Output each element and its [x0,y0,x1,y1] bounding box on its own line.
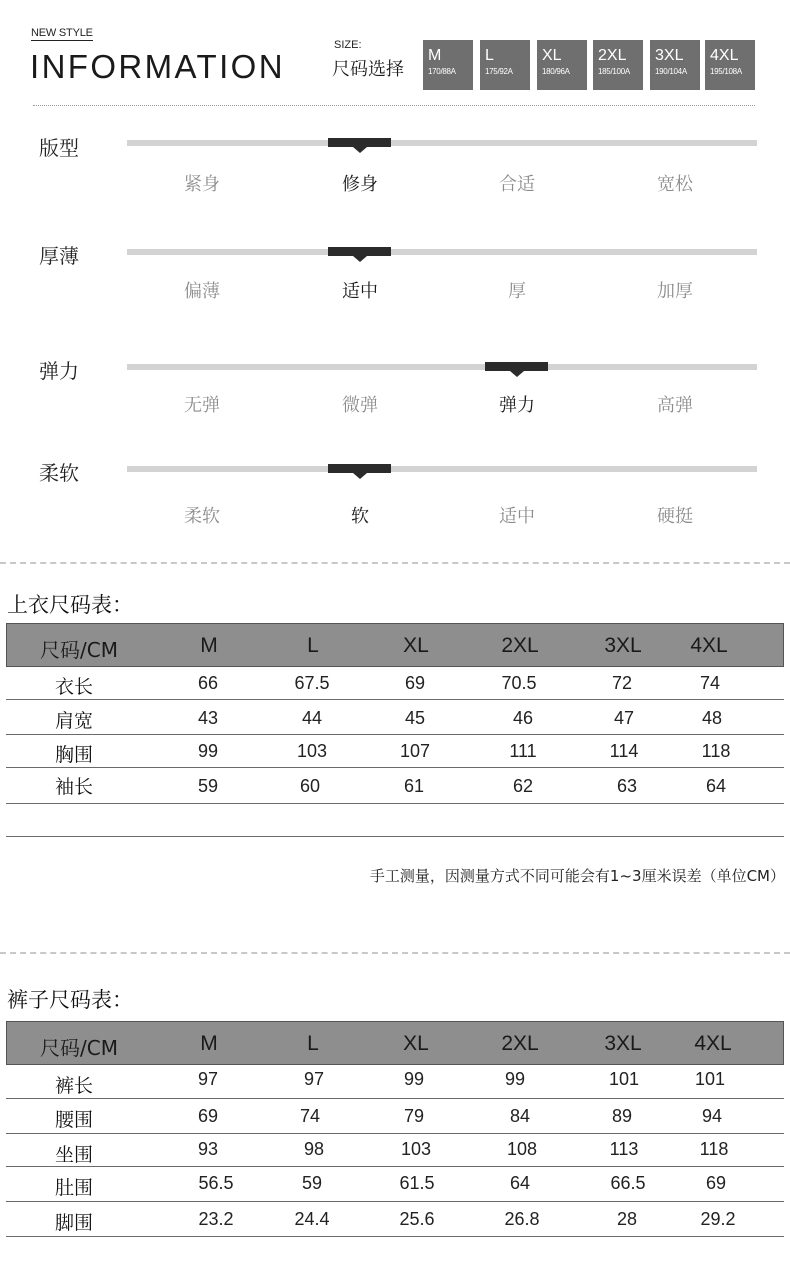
size-box-2xl [593,40,643,90]
row-label: 腰围 [54,1109,94,1131]
row-label: 胸围 [54,744,94,766]
header-cell: 尺码/CM [40,638,118,662]
header-cell: 3XL [604,634,642,657]
table-row-empty [6,804,784,837]
attr-scale-bar [127,140,757,146]
table-row [6,1099,784,1134]
size-spec: 195/108A [710,67,742,76]
attr-option: 厚 [508,281,526,302]
row-label: 袖长 [54,776,94,798]
table-cell: 103 [400,1139,432,1159]
table-cell: 118 [701,741,731,761]
table-row [6,700,784,735]
row-label: 脚围 [54,1212,94,1234]
size-spec: 175/92A [485,67,513,76]
attr-scale-bar [127,249,757,255]
attr-name: 弹力 [39,359,79,383]
table-cell: 101 [608,1069,640,1089]
table-header [6,623,784,667]
size-spec: 185/100A [598,67,630,76]
table-cell: 99 [504,1069,526,1089]
attr-thickness [0,237,790,337]
attr-option: 高弹 [657,395,693,416]
table-cell: 59 [301,1173,323,1193]
table-row [6,768,784,804]
row-label: 肩宽 [54,710,94,732]
attr-option: 适中 [342,281,378,302]
pants-table-title: 裤子尺码表： [7,988,133,1012]
header-cell: 尺码/CM [40,1036,118,1060]
header-cell: M [200,1032,218,1055]
table-cell: 74 [299,1106,321,1126]
size-name: XL [542,47,562,64]
header-cell: L [307,634,319,657]
attr-name: 厚薄 [39,244,79,268]
size-name: 4XL [710,47,739,64]
table-cell: 74 [699,673,721,693]
top-table-title: 上衣尺码表： [7,593,133,617]
table-cell: 24.4 [294,1209,330,1229]
table-cell: 56.5 [198,1173,234,1193]
table-cell: 114 [609,741,639,761]
attr-scale-bar [127,364,757,370]
attr-option: 宽松 [657,174,693,195]
attr-scale-bar [127,466,757,472]
section-divider [0,562,790,564]
measurement-note: 手工测量，因测量方式不同可能会有1~3厘米误差（单位CM） [369,867,785,885]
header-cell: 2XL [501,1032,539,1055]
size-box-m [423,40,473,90]
attr-option: 适中 [499,506,535,527]
attr-option: 硬挺 [657,506,693,527]
table-cell: 99 [197,741,219,761]
table-cell: 66 [197,673,219,693]
table-cell: 97 [303,1069,325,1089]
size-box-3xl [650,40,700,90]
table-header [6,1021,784,1065]
table-cell: 69 [705,1173,727,1193]
size-box-4xl [705,40,755,90]
table-cell: 43 [197,708,219,728]
attr-option: 无弹 [184,395,220,416]
table-cell: 28 [616,1209,638,1229]
attr-selected-marker [328,464,391,473]
row-label: 坐围 [54,1144,94,1166]
table-cell: 59 [197,776,219,796]
table-cell: 108 [506,1139,538,1159]
table-cell: 44 [301,708,323,728]
header-cell: 4XL [690,634,728,657]
table-cell: 61 [403,776,425,796]
attr-option: 偏薄 [184,281,220,302]
table-row [6,1134,784,1167]
attr-selected-marker [328,247,391,256]
size-name: M [428,47,442,64]
table-cell: 70.5 [501,673,537,693]
size-label: SIZE: [334,39,362,51]
table-cell: 118 [699,1139,729,1159]
size-spec: 170/88A [428,67,456,76]
table-cell: 48 [701,708,723,728]
size-spec: 180/96A [542,67,570,76]
size-select-label: 尺码选择 [332,59,404,80]
table-cell: 89 [611,1106,633,1126]
new-style-label: NEW STYLE [31,27,93,39]
attr-option: 加厚 [657,281,693,302]
attr-option: 柔软 [184,506,220,527]
table-cell: 66.5 [610,1173,646,1193]
header-cell: L [307,1032,319,1055]
table-cell: 94 [701,1106,723,1126]
header-cell: XL [403,634,429,657]
table-cell: 62 [512,776,534,796]
attr-fit [0,128,790,228]
table-cell: 69 [404,673,426,693]
table-cell: 93 [197,1139,219,1159]
header-cell: 2XL [501,634,539,657]
attr-softness [0,454,790,554]
table-row [6,735,784,768]
size-spec: 190/104A [655,67,687,76]
table-cell: 67.5 [294,673,330,693]
header-cell: XL [403,1032,429,1055]
attr-name: 版型 [39,136,79,160]
table-cell: 25.6 [399,1209,435,1229]
table-cell: 107 [399,741,431,761]
table-row [6,1167,784,1202]
table-cell: 101 [694,1069,726,1089]
table-cell: 63 [616,776,638,796]
size-name: L [485,47,494,64]
size-name: 3XL [655,47,684,64]
table-row [6,1065,784,1099]
header-cell: 3XL [604,1032,642,1055]
attr-option: 微弹 [342,395,378,416]
table-cell: 79 [403,1106,425,1126]
table-cell: 69 [197,1106,219,1126]
section-divider [0,952,790,954]
table-cell: 46 [512,708,534,728]
table-cell: 97 [197,1069,219,1089]
row-label: 裤长 [54,1075,94,1097]
table-cell: 29.2 [700,1209,736,1229]
table-cell: 45 [404,708,426,728]
attr-option: 修身 [342,174,378,195]
table-row [6,667,784,700]
table-cell: 84 [509,1106,531,1126]
table-row [6,1202,784,1237]
row-label: 衣长 [54,676,94,698]
table-cell: 26.8 [504,1209,540,1229]
header-cell: M [200,634,218,657]
size-name: 2XL [598,47,627,64]
table-cell: 72 [611,673,633,693]
attr-selected-marker [328,138,391,147]
table-cell: 47 [613,708,635,728]
page-title: INFORMATION [30,48,285,85]
attr-option: 弹力 [499,395,535,416]
table-cell: 99 [403,1069,425,1089]
table-cell: 98 [303,1139,325,1159]
table-cell: 64 [509,1173,531,1193]
attr-elasticity [0,352,790,452]
table-cell: 23.2 [198,1209,234,1229]
header-cell: 4XL [694,1032,732,1055]
table-cell: 64 [705,776,727,796]
attr-name: 柔软 [39,461,79,485]
table-cell: 113 [609,1139,639,1159]
table-cell: 61.5 [399,1173,435,1193]
header-divider [33,105,755,106]
attr-selected-marker [485,362,548,371]
attr-option: 紧身 [184,174,220,195]
table-cell: 103 [296,741,328,761]
attr-option: 软 [351,506,369,527]
table-cell: 60 [299,776,321,796]
row-label: 肚围 [54,1177,94,1199]
attr-option: 合适 [499,174,535,195]
size-box-l [480,40,530,90]
size-box-xl [537,40,587,90]
table-cell: 111 [509,741,537,761]
